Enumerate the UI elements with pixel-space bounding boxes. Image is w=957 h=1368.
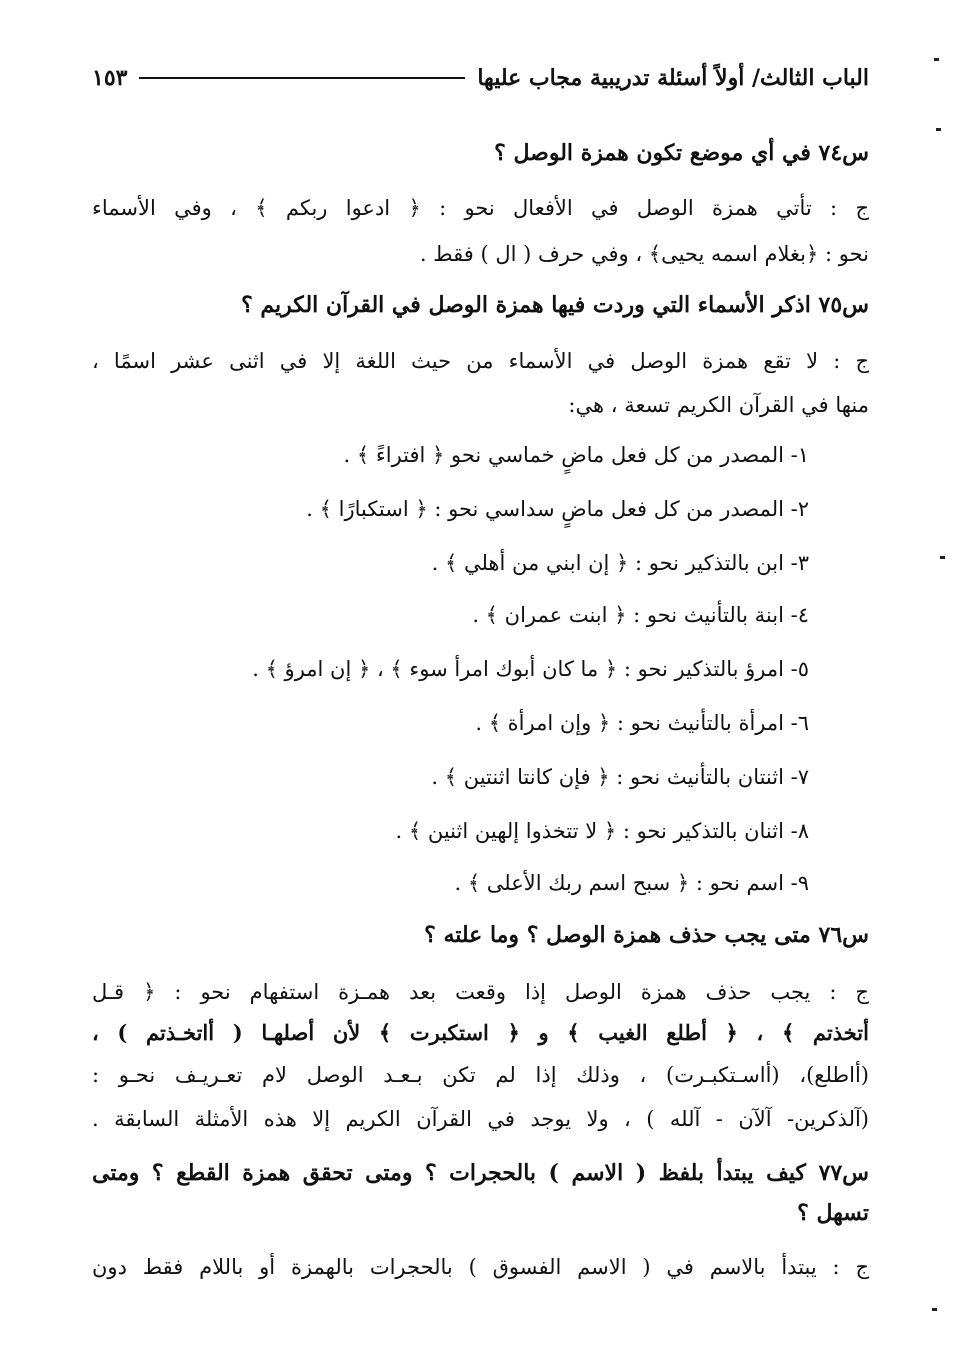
list-item: ١- المصدر من كل فعل ماضٍ خماسي نحو ﴿ افتراءً ﴾ . (343, 443, 809, 467)
list-item: ٥- امرؤ بالتذكير نحو : ﴿ ما كان أبوك امرأ سوء ﴾ ، ﴿ إن امرؤ ﴾ . (252, 657, 809, 681)
question-74: س٧٤ في أي موضع تكون همزة الوصل ؟ (494, 140, 869, 166)
scan-mark (940, 556, 945, 559)
chapter-title: الباب الثالث/ أولاً أسئلة تدريبية مجاب عليها (477, 65, 869, 91)
answer-75-line-1: ج : لا تقع همزة الوصل في الأسماء من حيث اللغة إلا في اثنى عشر اسمًا ، (92, 349, 869, 373)
answer-76-line-3: (أاطلع)، (أاسـتكبـرت) ، وذلك إذا لم تكن بـعـد الوصل لام تعـريـف نحـو : (92, 1063, 869, 1087)
answer-76-line-4: (آلذكرين- آلآن - آلله ) ، ولا يوجد في القرآن الكريم إلا هذه الأمثلة السابقة . (92, 1107, 869, 1131)
page-number: ١٥٣ (92, 65, 128, 91)
scan-mark (932, 1308, 937, 1311)
page-header (92, 60, 869, 96)
question-76: س٧٦ متى يجب حذف همزة الوصل ؟ وما علته ؟ (424, 922, 869, 948)
answer-74-line-1: ج : تأتي همزة الوصل في الأفعال نحو : ﴿ ادعوا ربكم ﴾ ، وفي الأسماء (92, 196, 869, 220)
header-rule (139, 77, 465, 79)
scan-mark (934, 58, 939, 61)
answer-76-line-1: ج : يجب حذف همزة الوصل إذا وقعت بعد همـزة استفهام نحو : ﴿ قـل (92, 980, 869, 1004)
list-item: ٦- امرأة بالتأنيث نحو : ﴿ وإن امرأة ﴾ . (475, 711, 809, 735)
answer-75-line-2: منها في القرآن الكريم تسعة ، هي: (568, 393, 869, 417)
question-75: س٧٥ اذكر الأسماء التي وردت فيها همزة الوصل في القرآن الكريم ؟ (241, 292, 869, 318)
list-item: ٣- ابن بالتذكير نحو : ﴿ إن ابني من أهلي ﴾ . (431, 551, 809, 575)
scan-mark (936, 128, 941, 131)
list-item: ٢- المصدر من كل فعل ماضٍ سداسي نحو : ﴿ استكبارًا ﴾ . (306, 497, 809, 521)
list-item: ٤- ابنة بالتأنيث نحو : ﴿ ابنت عمران ﴾ . (472, 603, 809, 627)
list-item: ٩- اسم نحو : ﴿ سبح اسم ربك الأعلى ﴾ . (454, 871, 809, 895)
answer-74-line-2: نحو : ﴿بغلام اسمه يحيى﴾ ، وفي حرف ( ال ) فقط . (419, 242, 869, 266)
question-77-line-1: س٧٧ كيف يبتدأ بلفظ ( الاسم ) بالحجرات ؟ ومتى تحقق همزة القطع ؟ ومتى (92, 1160, 869, 1186)
answer-77-line-1: ج : يبتدأ بالاسم في ( الاسم الفسوق ) بالحجرات بالهمزة أو باللام فقط دون (92, 1255, 869, 1279)
question-77-line-2: تسهل ؟ (797, 1200, 869, 1226)
answer-76-line-2: أتخذتم ﴾ ، ﴿ أطلع الغيب ﴾ و ﴿ استكبرت ﴾ لأن أصلهـا ( أاتخـذتم ) ، (92, 1020, 869, 1045)
list-item: ٨- اثنان بالتذكير نحو : ﴿ لا تتخذوا إلهين اثنين ﴾ . (395, 819, 809, 843)
list-item: ٧- اثنتان بالتأنيث نحو : ﴿ فإن كانتا اثنتين ﴾ . (431, 765, 809, 789)
